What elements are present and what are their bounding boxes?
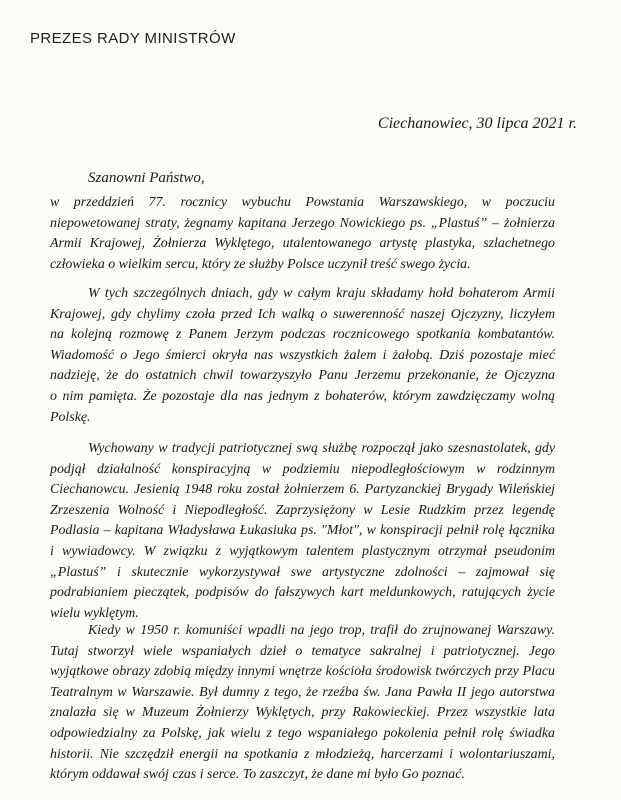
paragraph-2 [50, 284, 555, 428]
text-line: podjął działalność konspiracyjną w podziemiu niepodległościowym w rodzinnym [50, 461, 555, 477]
text-line: o nim pamięta. Że pozostaje dla nas jednym z bohaterów, którym zawdzięczamy wolną [50, 388, 555, 404]
text-line: Wiadomość o Jego śmierci okryła nas wszystkich żalem i żałobą. Dziś pozostaje mieć [50, 347, 555, 363]
text-line: Podlasia – kapitana Władysława Łukasiuka ps. "Młot", w konspiracji pełnił rolę łącznika [50, 523, 555, 539]
text-line: Teatralnym w Warszawie. Był dumny z tego, że rzeźba św. Jana Pawła II jego autorstwa [50, 684, 555, 700]
text-line: i wywiadowcy. W związku z wyjątkowym talentem plastycznym otrzymał pseudonim [50, 543, 555, 559]
text-line: Zrzeszenia Wolność i Niepodległość. Zaprzysiężony w Lesie Rudzkim przez legendę [50, 502, 555, 518]
text-line: Tutaj stworzył wiele wspaniałych dzieł o tematyce sakralnej i patriotycznej. Jego [50, 643, 555, 659]
text-line: „Plastuś” i skutecznie wykorzystywał swe artystyczne zdolności – zajmował się [50, 564, 555, 580]
text-line: niepowetowanej straty, żegnamy kapitana Jerzego Nowickiego ps. „Plastuś” – żołnierza [50, 215, 555, 231]
letterhead-title: PREZES RADY MINISTRÓW [30, 30, 236, 47]
text-line: wyjątkowe obrazy zdobią między innymi wnętrze kościoła środowisk twórczych przy Placu [50, 664, 555, 680]
text-line: wielu wyklętym. [50, 605, 139, 621]
paragraph-1 [50, 193, 555, 275]
paragraph-3 [50, 439, 555, 624]
text-line: człowieka o wielkim sercu, który ze służby Polsce uczynił treść swego życia. [50, 256, 471, 272]
text-line: Armii Krajowej, Żołnierza Wyklętego, utalentowanego artystę plastyka, szlachetnego [50, 236, 555, 252]
text-line: w przeddzień 77. rocznicy wybuchu Powstania Warszawskiego, w poczuciu [50, 195, 555, 210]
text-line: znalazła się w Muzeum Żołnierzy Wyklętych, przy Rakowieckiej. Przez wszystkie lata [50, 705, 555, 721]
text-line: na kolejną rozmowę z Panem Jerzym podczas rocznicowego spotkania kombatantów. [50, 327, 555, 343]
text-line: Kiedy w 1950 r. komuniści wpadli na jego trop, trafił do zrujnowanej Warszawy. [88, 623, 555, 638]
text-line: odpowiedzialny za Polskę, jak wielu z tego wspaniałego pokolenia pełnił rolę świadka [50, 725, 555, 741]
text-line: historii. Nie szczędził energii na spotkania z młodzieżą, harcerzami i wolontariuszami, [50, 746, 555, 762]
text-line: nadzieję, że do ostatnich chwil towarzyszyło Panu Jerzemu przekonanie, że Ojczyzna [50, 368, 555, 384]
text-line: W tych szczególnych dniach, gdy w całym kraju składamy hołd bohaterom Armii [88, 286, 555, 301]
text-line: Ciechanowcu. Jesienią 1948 roku został żołnierzem 6. Partyzanckiej Brygady Wileńskiej [50, 482, 555, 498]
letter-greeting: Szanowni Państwo, [88, 170, 205, 186]
text-line: Polskę. [50, 409, 91, 425]
paragraph-4 [50, 621, 555, 786]
letter-date: Ciechanowiec, 30 lipca 2021 r. [377, 115, 577, 132]
text-line: Wychowany w tradycji patriotycznej swą służbę rozpoczął jako szesnastolatek, gdy [88, 441, 555, 456]
text-line: którym oddawał swój czas i serce. To zaszczyt, że dane mi było Go poznać. [50, 767, 465, 783]
text-line: Krajowej, gdy chylimy czoła przed Ich walką o suwerenność naszej Ojczyzny, liczyłem [50, 306, 555, 322]
text-line: podrabianiem pieczątek, podpisów do fałszywych kart meldunkowych, ratujących życie [50, 585, 555, 601]
